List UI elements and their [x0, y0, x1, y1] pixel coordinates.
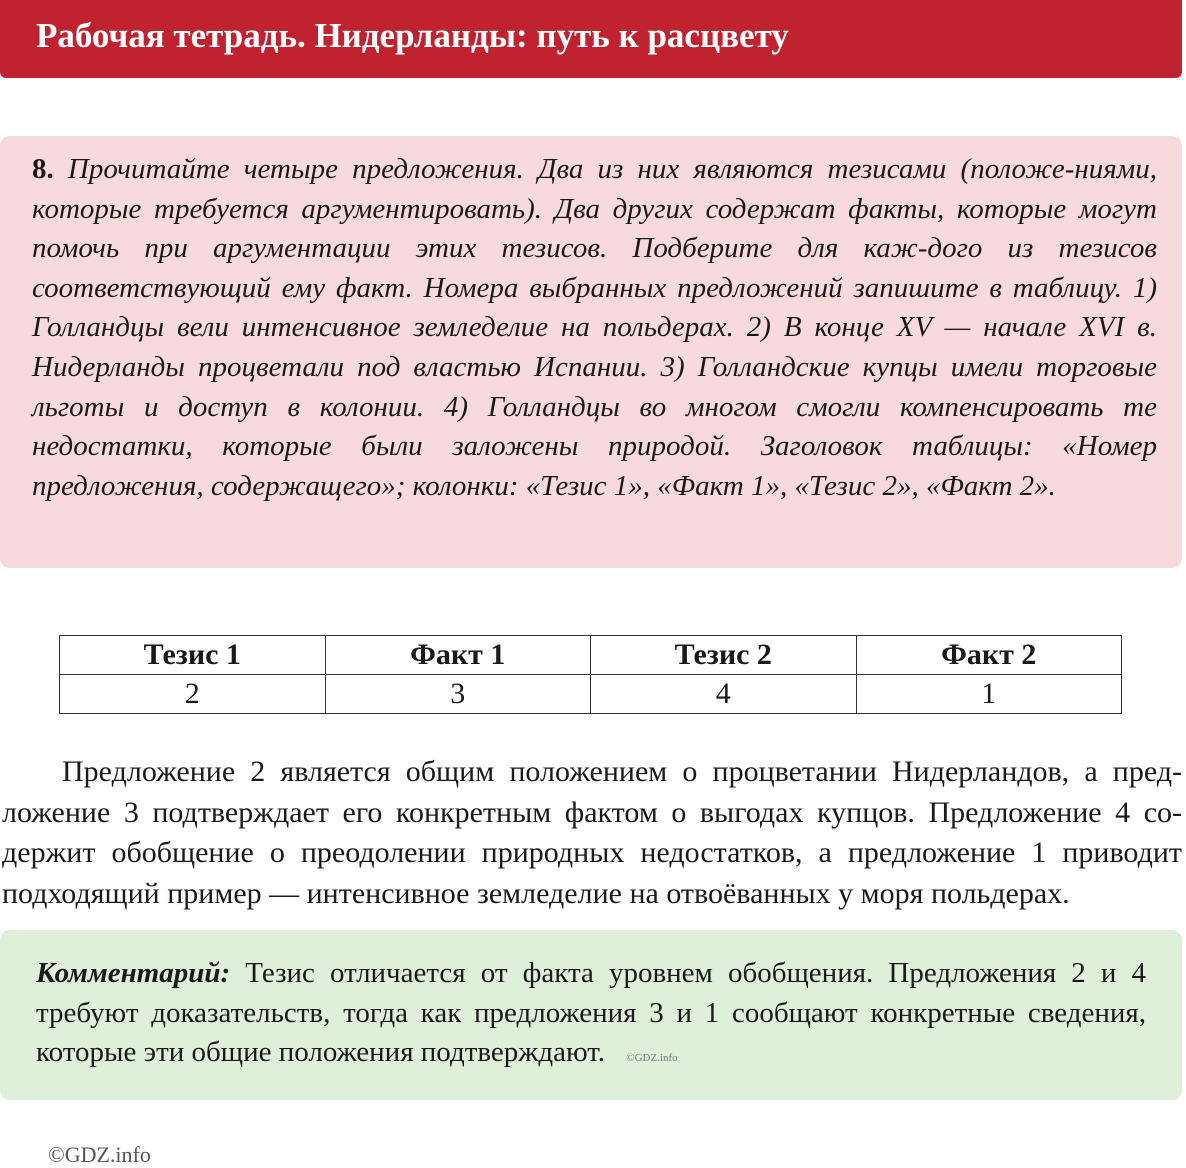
comment-watermark: ©GDZ.info [626, 1052, 678, 1064]
table-cell: 2 [60, 675, 326, 714]
explanation-paragraph: Предложение 2 является общим положением о процветании Нидерландов, а пред-ложение 3 подтверждает его конкретным фактом о выгодах купцов. Предложение 4 со-держит обобщение о преодолении природных недостатков, а предложение 1 приводит подходящий пример — интенсивное земледелие на отвоёванных у моря польдерах. [2, 755, 1182, 910]
header-bar [0, 0, 1182, 78]
table-header-cell: Тезис 1 [60, 636, 326, 675]
table-cell: 1 [856, 675, 1122, 714]
table-row [60, 675, 1122, 714]
table-header-cell: Тезис 2 [591, 636, 857, 675]
task-number: 8. [32, 153, 54, 185]
table-header-row [60, 636, 1122, 675]
task-body: Прочитайте четыре предложения. Два из них являются тезисами (положе-ниями, которые требуется аргументировать). Два других содержат факты, которые могут помочь при аргументации этих тезисов. Подберите для каж-дого из тезисов соответствующий ему факт. Номера выбранных предложений запишите в таблицу. 1) Голландцы вели интенсивное земледелие на польдерах. 2) В конце XV — начале XVI в. Нидерланды процветали под властью Испании. 3) Голландские купцы имели торговые льготы и доступ в колонии. 4) Голландцы во многом смогли компенсировать те недостатки, которые были заложены природой. Заголовок таблицы: «Номер предложения, содержащего»; колонки: «Тезис 1», «Факт 1», «Тезис 2», «Факт 2». [32, 153, 1158, 502]
table-cell: 3 [325, 675, 591, 714]
comment-text [36, 954, 1146, 1079]
task-text [32, 150, 1157, 506]
table-cell: 4 [591, 675, 857, 714]
page-title: Рабочая тетрадь. Нидерланды: путь к расцвету [36, 16, 789, 55]
comment-label: Комментарий: [36, 957, 231, 989]
table-header-cell: Факт 1 [325, 636, 591, 675]
table-header-cell: Факт 2 [856, 636, 1122, 675]
answer-table [59, 635, 1122, 714]
comment-body: Тезис отличается от факта уровнем обобщения. Предложения 2 и 4 требуют доказательств, тогда как предложения 3 и 1 сообщают конкретные сведения, которые эти общие положения подтверждают. [36, 957, 1146, 1068]
footer-watermark: ©GDZ.info [48, 1142, 151, 1167]
